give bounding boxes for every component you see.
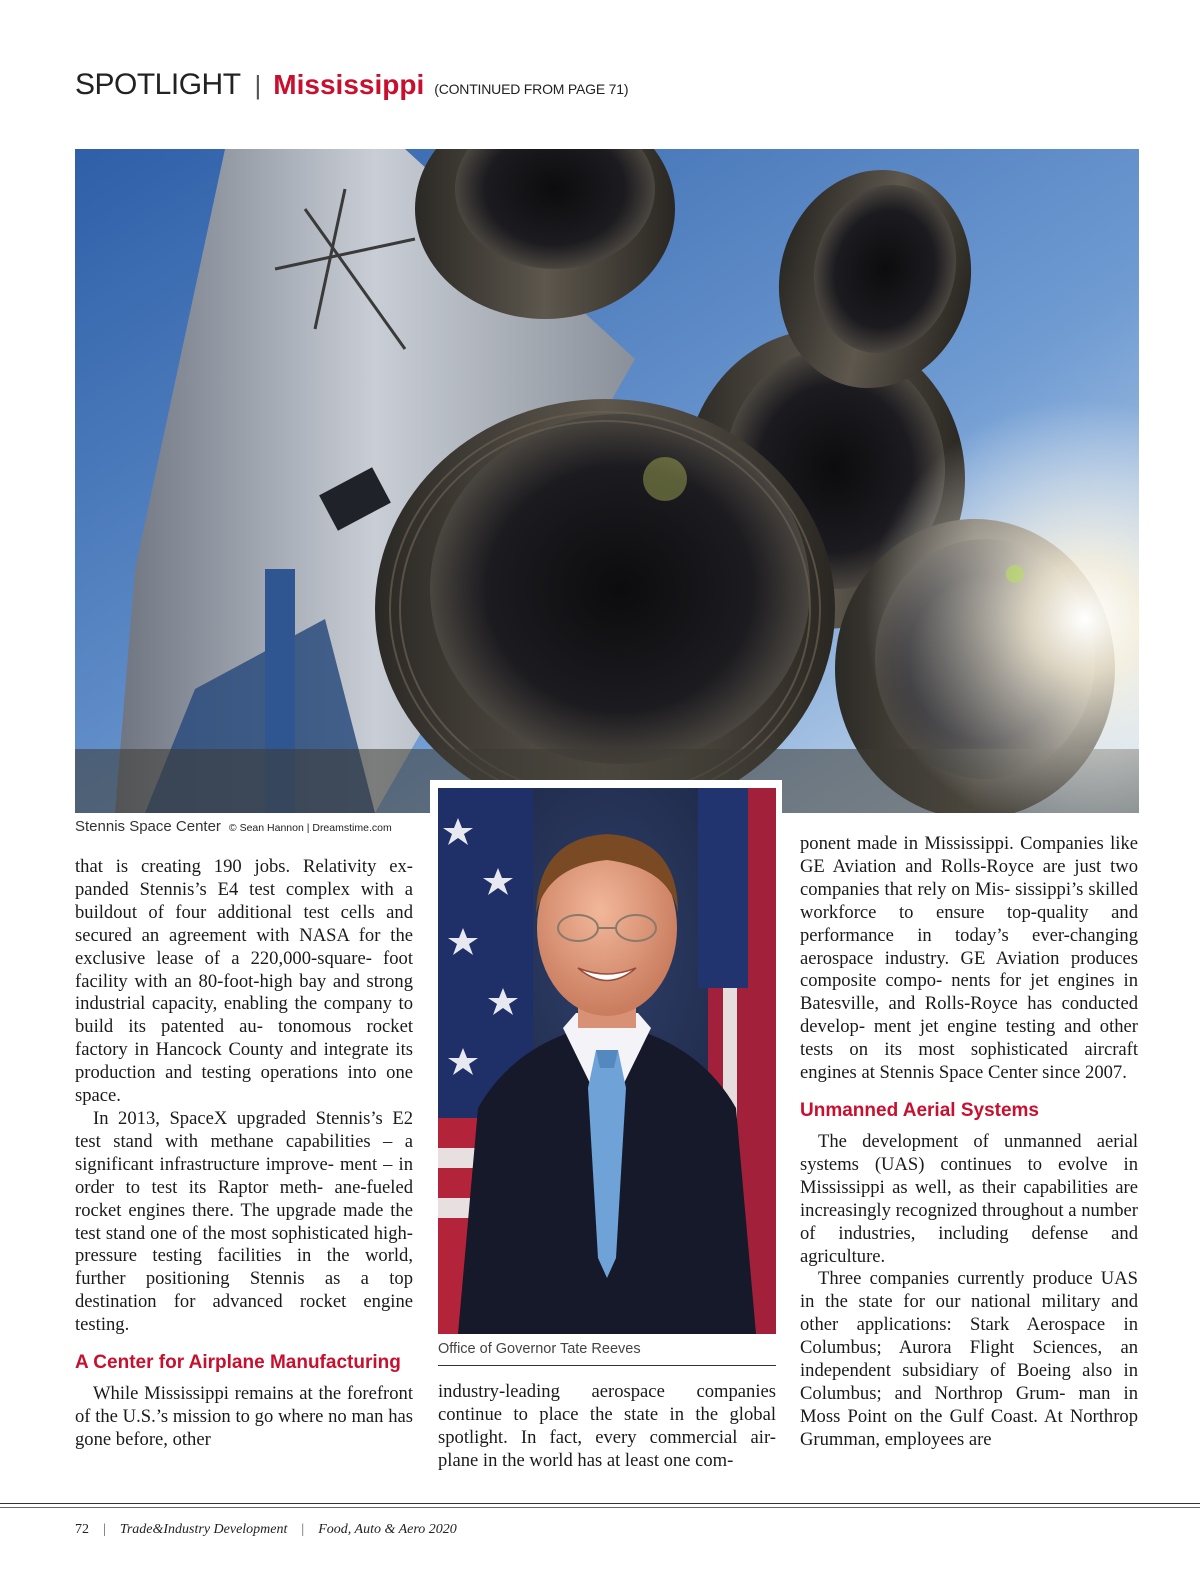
- article-column-1: [75, 856, 413, 1452]
- governor-portrait: [438, 788, 776, 1334]
- page-number: 72: [75, 1522, 89, 1537]
- footer-rule-secondary: [0, 1507, 1200, 1508]
- hero-caption: [75, 818, 392, 835]
- article-column-2: [438, 1381, 776, 1473]
- state-title: Mississippi: [273, 69, 425, 100]
- portrait-caption: Office of Governor Tate Reeves: [438, 1341, 776, 1366]
- section-heading: A Center for Airplane Manufacturing: [75, 1352, 401, 1374]
- footer-separator: |: [301, 1522, 305, 1537]
- paragraph: industry-leading aerospace companies continue to place the state in the global spotlight. In fact, every commercial air- plane in the world has at least one com-: [438, 1381, 776, 1471]
- page-header: [75, 68, 628, 108]
- footer-rule: [0, 1503, 1200, 1504]
- publication-name: Trade&Industry Development: [119, 1522, 288, 1537]
- paragraph: ponent made in Mississippi. Companies like GE Aviation and Rolls-Royce are just two companies that rely on Mis- sissippi’s skilled workforce to ensure top-quality and performance in today’s ever-changing aerospace industry. GE Aviation produces composite compo- nents for jet engines in Batesville, and Rolls-Royce has conducted develop- ment jet engine testing and other tests on its most sophisticated aircraft engines at Stennis Space Center since 2007.: [800, 833, 1138, 1084]
- continued-note: (CONTINUED FROM PAGE 71): [434, 81, 629, 97]
- paragraph: In 2013, SpaceX upgraded Stennis’s E2 test stand with methane capabilities – a significant infrastructure improve- ment – in order to test its Raptor meth- ane-fueled rocket engines there. The upgrade made the test stand one of the most sophisticated high-pressure testing facilities in the world, further positioning Stennis as a top destination for advanced rocket engine testing.: [75, 1107, 413, 1336]
- paragraph: The development of unmanned aerial systems (UAS) continues to evolve in Mississippi as well, as their capabilities are increasingly recognized throughout a number of industries, including defense and agriculture.: [800, 1130, 1138, 1267]
- hero-photo: [75, 149, 1139, 813]
- portrait-illustration: [438, 788, 776, 1334]
- section-heading: Unmanned Aerial Systems: [800, 1099, 1039, 1121]
- page-footer: [75, 1522, 457, 1538]
- paragraph: Three companies currently produce UAS in the state for our national military and other applications: Stark Aerospace in Columbus; Aurora Flight Sciences, an independent subsidiary of Boeing also in Columbus; and Northrop Grum- man in Moss Point on the Gulf Coast. At Northrop Grumman, employees are: [800, 1268, 1138, 1450]
- issue-name: Food, Auto & Aero 2020: [318, 1522, 457, 1537]
- paragraph: that is creating 190 jobs. Relativity ex- panded Stennis’s E4 test complex with a buildout of four additional test cells and secured an agreement with NASA for the exclusive lease of a 220,000-square- foot facility with an 80-foot-high bay and strong industrial capacity, enabling the company to build its patented au- tonomous rocket factory in Hancock County and integrate its production and testing operations into one space.: [75, 856, 413, 1107]
- photo-credit: © Sean Hannon | Dreamstime.com: [228, 822, 392, 834]
- rocket-engines-illustration: [75, 149, 1139, 813]
- article-column-3: [800, 833, 1138, 1452]
- paragraph: While Mississippi remains at the forefront of the U.S.’s mission to go where no man has gone before, other: [75, 1383, 413, 1450]
- hero-caption-text: Stennis Space Center: [75, 818, 221, 835]
- footer-separator: |: [103, 1522, 106, 1537]
- header-separator: |: [254, 70, 262, 100]
- section-label: SPOTLIGHT: [75, 68, 241, 101]
